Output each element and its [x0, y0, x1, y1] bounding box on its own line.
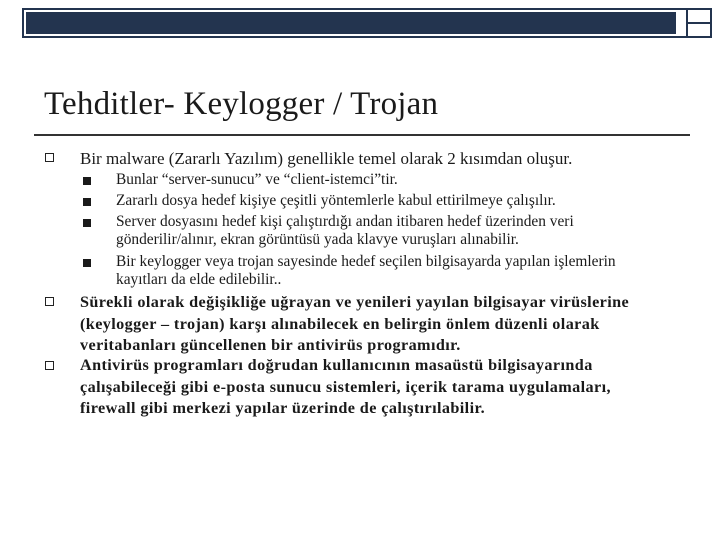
filled-square-bullet-icon — [83, 219, 91, 227]
hollow-square-bullet-icon — [45, 153, 54, 162]
sub-bullet-text: Bunlar “server-sunucu” ve “client-istemci”tir. — [116, 171, 398, 188]
filled-square-bullet-icon — [83, 259, 91, 267]
bold-bullet-text: Antivirüs programları doğrudan kullanıcının masaüstü bilgisayarında çalışabileceği gibi e-posta sunucu sistemleri, içerik tarama uygulamaları, firewall gibi merkezi yapılar üzerinde de çalıştırılabilir. — [80, 356, 611, 417]
bold-bullet-text: Sürekli olarak değişikliğe uğrayan ve yenileri yayılan bilgisayar virüslerine (keylogger – trojan) karşı alınabilecek en belirgin önlem düzenli olarak veritabanları güncellenen bir antivirüs programıdır. — [80, 293, 630, 354]
hollow-square-bullet-icon — [45, 297, 54, 306]
slide-title: Tehditler- Keylogger / Trojan — [44, 86, 439, 122]
sub-bullet-text: Bir keylogger veya trojan sayesinde hedef seçilen bilgisayarda yapılan işlemlerin kayıtları da elde edilebilir.. — [116, 253, 616, 288]
sub-bullet-text: Server dosyasını hedef kişi çalıştırdığı andan itibaren hedef üzerinden veri gönderilir/alınır, ekran görüntüsü yada klavye vuruşları alınabilir. — [116, 213, 574, 248]
filled-square-bullet-icon — [83, 177, 91, 185]
main-bullet-text: Bir malware (Zararlı Yazılım) genellikle temel olarak 2 kısımdan oluşur. — [80, 149, 573, 168]
sub-bullet-text: Zararlı dosya hedef kişiye çeşitli yöntemlerle kabul ettirilmeye çalışılır. — [116, 192, 556, 209]
filled-square-bullet-icon — [83, 198, 91, 206]
hollow-square-bullet-icon — [45, 361, 54, 370]
